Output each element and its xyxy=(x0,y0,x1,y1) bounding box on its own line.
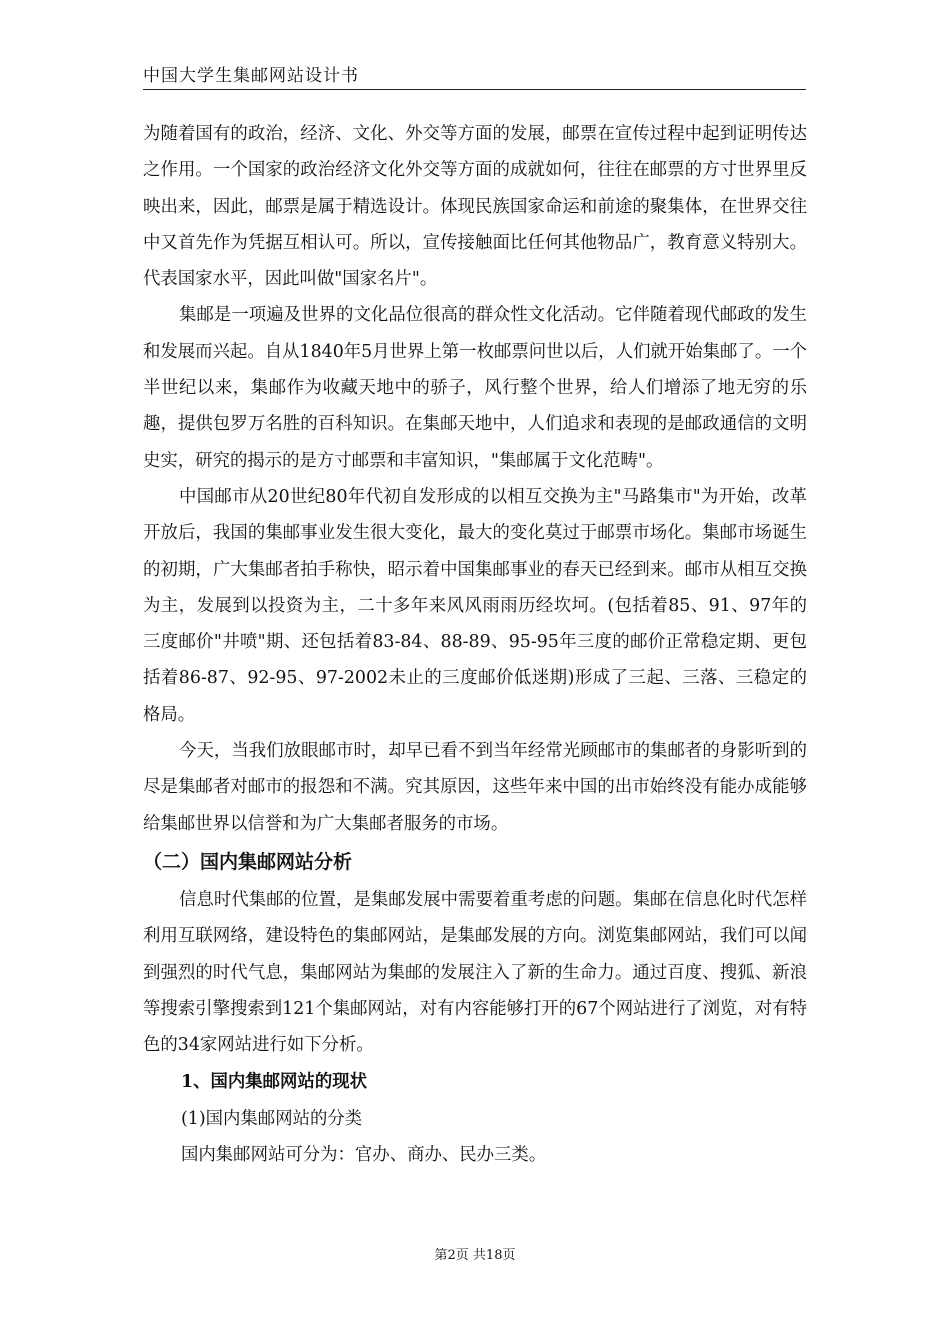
paragraph: 集邮是一项遍及世界的文化品位很高的群众性文化活动。它伴随着现代邮政的发生和发展而兴起。自从1840年5月世界上第一枚邮票问世以后，人们就开始集邮了。一个半世纪以来，集邮作为收藏天地中的骄子，风行整个世界，给人们增添了地无穷的乐趣，提供包罗万名胜的百科知识。在集邮天地中，人们追求和表现的是邮政通信的文明史实，研究的揭示的是方寸邮票和丰富知识，"集邮属于文化范畴"。 xyxy=(143,305,807,471)
running-header: 中国大学生集邮网站设计书 xyxy=(143,66,359,86)
subsection-heading: 1、国内集邮网站的现状 xyxy=(181,1072,368,1093)
paragraph: 今天，当我们放眼邮市时，却早已看不到当年经常光顾邮市的集邮者的身影听到的尽是集邮者对邮市的报怨和不满。究其原因，这些年来中国的出市始终没有能办成能够给集邮世界以信誉和为广大集邮者服务的市场。 xyxy=(143,741,807,834)
paragraph: 信息时代集邮的位置，是集邮发展中需要着重考虑的问题。集邮在信息化时代怎样利用互联网络，建设特色的集邮网站，是集邮发展的方向。浏览集邮网站，我们可以闻到强烈的时代气息，集邮网站为集邮的发展注入了新的生命力。通过百度、搜狐、新浪等搜索引擎搜索到121个集邮网站，对有内容能够打开的67个网站进行了浏览，对有特色的34家网站进行如下分析。 xyxy=(143,889,807,1056)
paragraph: 国内集邮网站可分为：官办、商办、民办三类。 xyxy=(181,1145,547,1166)
list-item: (1)国内集邮网站的分类 xyxy=(181,1109,363,1130)
paragraph: 中国邮市从20世纪80年代初自发形成的以相互交换为主"马路集市"为开始，改革开放后，我国的集邮事业发生很大变化，最大的变化莫过于邮票市场化。集邮市场诞生的初期，广大集邮者拍手称快，昭示着中国集邮事业的春天已经到来。邮市从相互交换为主，发展到以投资为主，二十多年来风风雨雨历经坎坷。(包括着85、91、97年的三度邮价"井喷"期、还包括着83-84、88-89、95-95年三度的邮价正常稳定期、更包括着86-87、92-95、97-2002未止的三度邮价低迷期)形成了三起、三落、三稳定的格局。 xyxy=(143,486,807,725)
header-divider xyxy=(143,89,806,90)
page-body xyxy=(143,116,807,1173)
paragraph: 为随着国有的政治，经济、文化、外交等方面的发展，邮票在宣传过程中起到证明传达之作用。一个国家的政治经济文化外交等方面的成就如何，往往在邮票的方寸世界里反映出来，因此，邮票是属于精选设计。体现民族国家命运和前途的聚集体，在世界交往中又首先作为凭据互相认可。所以，宣传接触面比任何其他物品广，教育意义特别大。代表国家水平，因此叫做"国家名片"。 xyxy=(143,124,807,290)
section-heading: （二）国内集邮网站分析 xyxy=(143,850,353,873)
page-number: 第2页 共18页 xyxy=(434,1248,516,1263)
